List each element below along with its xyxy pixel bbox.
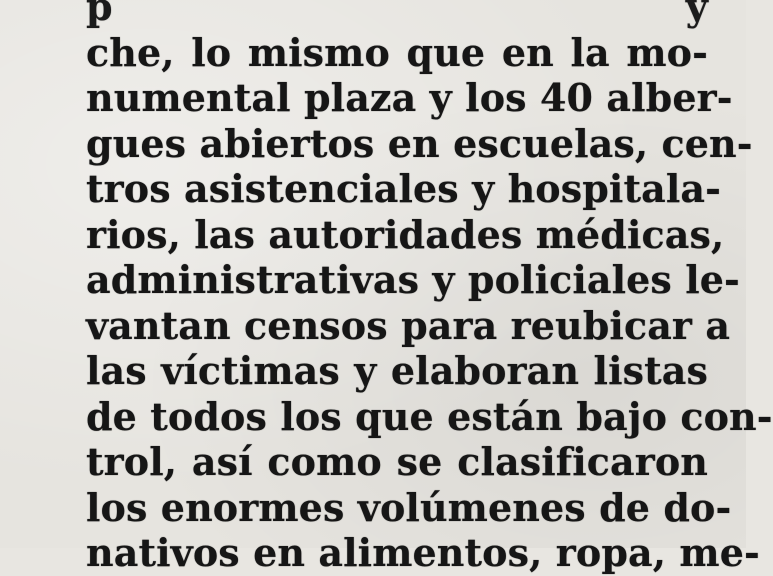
article-line-2: numental plaza y los 40 alber- xyxy=(86,75,733,120)
article-line-0: p y xyxy=(86,0,708,29)
article-line-4: tros asistenciales y hospitala- xyxy=(86,166,721,211)
article-column xyxy=(86,0,773,576)
article-line-9: de todos los que están bajo con- xyxy=(86,393,773,439)
article-line-5: rios, las autoridades médicas, xyxy=(86,211,725,257)
article-line-12: nativos en alimentos, ropa, me- xyxy=(86,530,760,575)
article-line-3: gues abiertos en escuelas, cen- xyxy=(86,120,753,166)
article-line-1: che, lo mismo que en la mo- xyxy=(86,29,708,75)
article-line-11: los enormes volúmenes de do- xyxy=(86,484,732,530)
article-line-8: las víctimas y elaboran listas xyxy=(86,348,708,393)
article-line-10: trol, así como se clasificaron xyxy=(86,439,708,484)
article-line-6: administrativas y policiales le- xyxy=(86,257,740,302)
article-line-7: vantan censos para reubicar a xyxy=(86,302,731,348)
